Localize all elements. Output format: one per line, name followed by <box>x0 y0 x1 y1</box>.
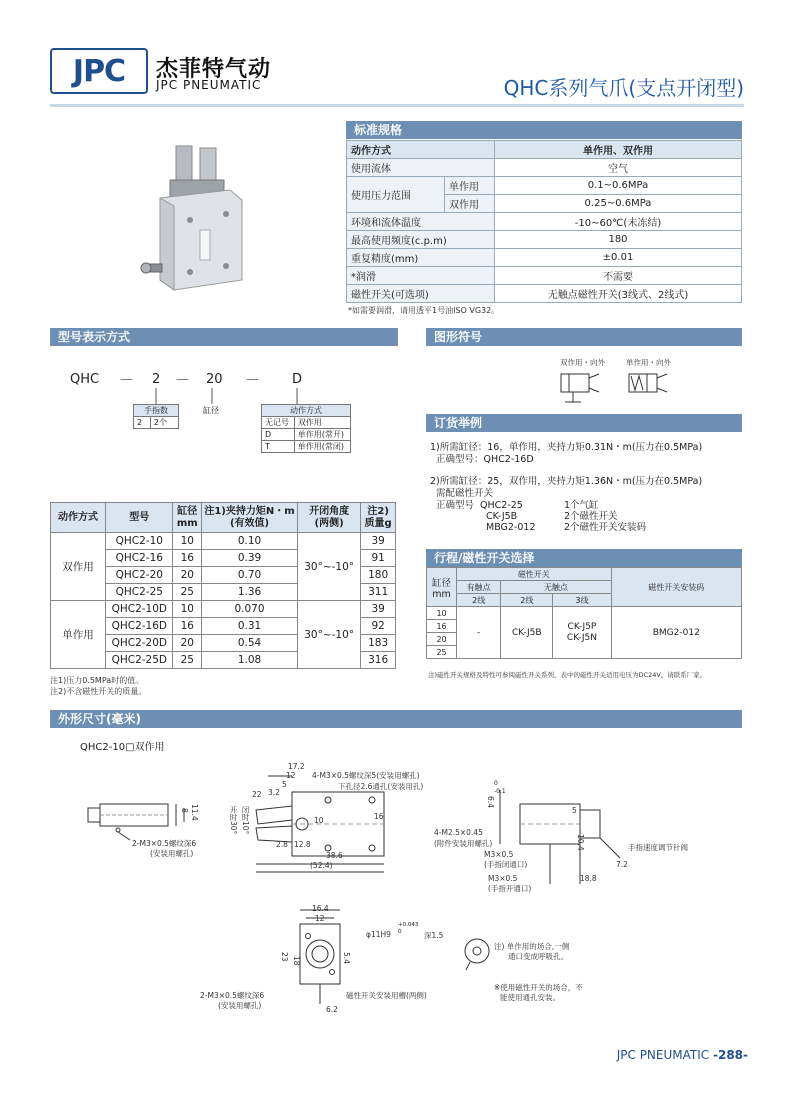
symbol-section-bar: 图形符号 <box>426 328 742 346</box>
product-image <box>130 140 260 300</box>
dim-label: 5.4 <box>342 952 351 964</box>
torque-cell: 0.31 <box>202 618 298 635</box>
col-header: 开闭角度 (两侧) <box>297 503 360 533</box>
mass-cell: 180 <box>361 567 396 584</box>
dim-label: M3×0.5 <box>488 874 518 883</box>
spec-value: 空气 <box>495 159 742 177</box>
model-cell: QHC2-25D <box>106 652 173 669</box>
dim-label: 0 <box>494 780 498 787</box>
dim-label: 11.4 <box>190 804 199 821</box>
bore-cell: 16 <box>427 620 457 633</box>
finger-code: 2 <box>134 417 151 429</box>
dim-label: φ11H9 <box>366 930 391 939</box>
switch-note: 注)磁性开关规格及特性可参阅磁性开关系列，表中的磁性开关适用电压为DC24V。请联系厂家。 <box>428 671 707 679</box>
spec-sub: 双作用 <box>445 195 495 213</box>
mass-cell: 316 <box>361 652 396 669</box>
page-footer <box>617 1048 748 1062</box>
model-cell: QHC2-10 <box>106 533 173 550</box>
col-header: 型号 <box>106 503 173 533</box>
action-desc: 双作用 <box>294 417 350 429</box>
dim-label: 16 <box>374 812 384 821</box>
torque-cell: 0.54 <box>202 635 298 652</box>
dim-label: 7.2 <box>616 860 628 869</box>
switch-header: 无触点 <box>501 581 611 594</box>
switch-header: 磁性开关 <box>457 568 611 581</box>
note-line: 注) 单作用的场合,一侧 <box>494 942 570 951</box>
dim-label: 6.4 <box>486 796 495 808</box>
spec-label: 重复精度(mm) <box>347 249 495 267</box>
dim-label: 0 <box>398 929 402 935</box>
action-cell: 双作用 <box>51 533 106 601</box>
code-dash: — <box>246 372 259 387</box>
switch-header: 磁性开关安装码 <box>611 568 741 607</box>
bore-cell: 25 <box>173 584 202 601</box>
order-ex2-line2: 需配磁性开关 <box>430 488 494 499</box>
dim-label: 23 <box>280 952 289 962</box>
code-action: D <box>292 372 303 387</box>
contact-cell: - <box>457 607 501 659</box>
spec-label: *润滑 <box>347 267 495 285</box>
switch-header: 3线 <box>553 594 611 607</box>
action-desc: 单作用(常闭) <box>294 441 350 453</box>
stroke-section-bar: 行程/磁性开关选择 <box>426 549 742 567</box>
torque-cell: 0.39 <box>202 550 298 567</box>
dim-label: (手指开通口) <box>488 884 532 893</box>
mass-cell: 311 <box>361 584 396 601</box>
mass-cell: 39 <box>361 533 396 550</box>
switch-header: 2线 <box>501 594 553 607</box>
spec-label: 最高使用频度(c.p.m) <box>347 231 495 249</box>
spec-section-bar: 标准规格 <box>346 121 742 139</box>
mass-cell: 39 <box>361 601 396 618</box>
dim-label: 38.6 <box>326 851 343 860</box>
model-note: 注2)不含磁性开关的质量。 <box>50 687 147 696</box>
spec-value: -10~60℃(未冻结) <box>495 213 742 231</box>
pneumatic-symbol <box>555 370 685 410</box>
torque-cell: 1.08 <box>202 652 298 669</box>
action-code: 无记号 <box>262 417 295 429</box>
spec-table <box>346 140 742 303</box>
dim-label: 4-M2.5×0.45 <box>434 828 483 837</box>
spec-label: 磁性开关(可选项) <box>347 285 495 303</box>
spec-note: *如需要润滑，请用透平1号油ISO VG32。 <box>348 306 500 315</box>
dim-label: 深1.5 <box>424 931 444 940</box>
spec-label: 使用压力范围 <box>347 177 445 213</box>
angle-cell: 30°~-10° <box>297 533 360 601</box>
torque-cell: 0.10 <box>202 533 298 550</box>
angle-cell: 30°~-10° <box>297 601 360 669</box>
dim-label: 开时30° <box>229 806 238 835</box>
model-table <box>50 502 396 669</box>
three-wire-item: CK-J5N <box>566 632 598 643</box>
spec-sub: 单作用 <box>445 177 495 195</box>
spec-label: 环境和流体温度 <box>347 213 495 231</box>
three-wire-cell <box>553 607 611 659</box>
torque-cell: 0.070 <box>202 601 298 618</box>
dim-label: 下孔径2.6通孔(安装用孔) <box>338 782 424 791</box>
order-ex2-desc: 2个磁性开关安装码 <box>564 522 647 533</box>
finger-table <box>133 404 179 429</box>
bore-cell: 10 <box>173 601 202 618</box>
header-rule <box>50 104 744 107</box>
logo-text: JPC <box>72 53 126 89</box>
dim-label: -0.1 <box>494 788 506 795</box>
dim-label: 2-M3×0.5螺纹深6 <box>200 991 265 1000</box>
model-cell: QHC2-25 <box>106 584 173 601</box>
col-header: 动作方式 <box>51 503 106 533</box>
dim-label: 5 <box>572 806 577 815</box>
torque-cell: 0.70 <box>202 567 298 584</box>
order-ex2-model: MBG2-012 <box>486 522 536 533</box>
dim-label: (附件安装用螺孔) <box>434 839 493 848</box>
two-wire-cell: CK-J5B <box>501 607 553 659</box>
action-desc: 单作用(常开) <box>294 429 350 441</box>
dim-label: 18.8 <box>580 874 597 883</box>
switch-header: 缸径 mm <box>427 568 457 607</box>
order-ex1-line1: 1)所需缸径：16，单作用，夹持力矩0.31N・m(压力在0.5MPa) <box>430 442 703 453</box>
mass-cell: 183 <box>361 635 396 652</box>
dim-label: +0.043 <box>398 922 419 928</box>
brand-name-cn: 杰菲特气动 <box>156 57 272 82</box>
model-cell: QHC2-20 <box>106 567 173 584</box>
dim-label: 10 <box>314 816 324 825</box>
bore-cell: 10 <box>173 533 202 550</box>
dim-label: 5 <box>282 780 287 789</box>
action-label: 动作方式 <box>262 405 351 417</box>
spec-value: 无触点磁性开关(3线式、2线式) <box>495 285 742 303</box>
dim-label: 17.2 <box>288 762 305 771</box>
dims-section-bar: 外形尺寸(毫米) <box>50 710 742 728</box>
spec-label: 动作方式 <box>347 141 495 159</box>
dim-label: 12.8 <box>294 840 311 849</box>
dim-label: 10.4 <box>576 834 585 851</box>
mass-cell: 92 <box>361 618 396 635</box>
model-cell: QHC2-16D <box>106 618 173 635</box>
symbol-left-label: 双作用・向外 <box>560 358 605 367</box>
switch-table <box>426 567 742 659</box>
code-fingers: 2 <box>152 372 161 387</box>
dim-label: 18 <box>292 956 301 966</box>
symbol-right-label: 单作用・向外 <box>626 358 671 367</box>
model-note: 注1)压力0.5MPa时的值。 <box>50 676 144 685</box>
dim-label: 2.8 <box>276 840 288 849</box>
order-section-bar: 订货举例 <box>426 414 742 432</box>
switch-header: 有触点 <box>457 581 501 594</box>
mass-cell: 91 <box>361 550 396 567</box>
note-line: ※使用磁性开关的场合，不 <box>494 983 583 992</box>
bore-cell: 10 <box>427 607 457 620</box>
model-cell: QHC2-20D <box>106 635 173 652</box>
dim-label: 12 <box>286 771 296 780</box>
mount-cell: BMG2-012 <box>611 607 741 659</box>
spec-value: ±0.01 <box>495 249 742 267</box>
action-code: T <box>262 441 295 453</box>
bore-cell: 20 <box>427 633 457 646</box>
spec-value: 不需要 <box>495 267 742 285</box>
three-wire-item: CK-J5P <box>567 621 597 632</box>
spec-value: 0.25~0.6MPa <box>495 195 742 213</box>
dim-label: 12 <box>315 914 325 923</box>
spec-label: 使用流体 <box>347 159 495 177</box>
col-header: 注1)夹持力矩N・m (有效值) <box>202 503 298 533</box>
bore-label: 缸径 <box>203 406 219 415</box>
dim-label: 闭时10° <box>241 806 250 835</box>
dim-label: 磁性开关安装用槽(两侧) <box>346 991 427 1000</box>
note-line: 通口变成呼吸孔。 <box>508 952 568 961</box>
code-prefix: QHC <box>70 372 100 387</box>
col-header: 注2) 质量g <box>361 503 396 533</box>
finger-desc: 2个 <box>150 417 178 429</box>
switch-header: 2线 <box>457 594 501 607</box>
torque-cell: 1.36 <box>202 584 298 601</box>
dim-label: (安装用螺孔) <box>150 849 194 858</box>
code-dash: — <box>176 372 189 387</box>
dim-label: 2-M3×0.5螺纹深6 <box>132 839 197 848</box>
model-cell: QHC2-10D <box>106 601 173 618</box>
dim-label: M3×0.5 <box>484 850 514 859</box>
action-cell: 单作用 <box>51 601 106 669</box>
model-cell: QHC2-16 <box>106 550 173 567</box>
model-code-section-bar: 型号表示方式 <box>50 328 398 346</box>
bore-cell: 16 <box>173 550 202 567</box>
spec-value: 0.1~0.6MPa <box>495 177 742 195</box>
series-title: QHC系列气爪(支点开闭型) <box>503 76 744 100</box>
dim-label: 手指速度调节针阀 <box>628 843 688 852</box>
bore-cell: 25 <box>427 646 457 659</box>
dim-label: 3.2 <box>268 788 280 797</box>
footer-brand: JPC PNEUMATIC <box>616 1048 710 1062</box>
note-line: 能使用通孔安装。 <box>500 993 560 1002</box>
dim-label: (52.4) <box>310 861 333 870</box>
action-code: D <box>262 429 295 441</box>
brand-name-en: JPC PNEUMATIC <box>156 78 262 92</box>
dim-label: (手指闭通口) <box>484 860 528 869</box>
code-dash: — <box>120 372 133 387</box>
port-circle-icon <box>462 936 492 972</box>
order-ex2-model: 正确型号 QHC2-25 <box>436 500 523 511</box>
dim-label: 16.4 <box>312 904 329 913</box>
bore-cell: 20 <box>173 635 202 652</box>
order-ex2-model: CK-J5B <box>486 511 518 522</box>
action-table <box>261 404 351 453</box>
brand-logo <box>50 48 148 94</box>
dim-label: 8 <box>180 808 189 813</box>
code-bore: 20 <box>206 372 223 387</box>
page-number: -288- <box>712 1048 748 1062</box>
col-header: 缸径 mm <box>173 503 202 533</box>
dims-caption: QHC2-10□双作用 <box>80 742 165 753</box>
finger-label: 手指数 <box>134 405 179 417</box>
spec-value: 单作用、双作用 <box>495 141 742 159</box>
bore-cell: 16 <box>173 618 202 635</box>
spec-value: 180 <box>495 231 742 249</box>
dim-label: 4-M3×0.5螺纹深5(安装用螺孔) <box>312 771 420 780</box>
dim-label: 22 <box>252 790 262 799</box>
bore-cell: 25 <box>173 652 202 669</box>
order-ex1-line2: 正确型号：QHC2-16D <box>430 454 534 465</box>
order-ex2-desc: 1个气缸 <box>564 500 599 511</box>
bore-cell: 20 <box>173 567 202 584</box>
order-ex2-desc: 2个磁性开关 <box>564 511 618 522</box>
order-ex2-line1: 2)所需缸径：25，双作用，夹持力矩1.36N・m(压力在0.5MPa) <box>430 476 703 487</box>
dim-label: (安装用螺孔) <box>218 1001 262 1010</box>
dim-label: 6.2 <box>326 1005 338 1014</box>
